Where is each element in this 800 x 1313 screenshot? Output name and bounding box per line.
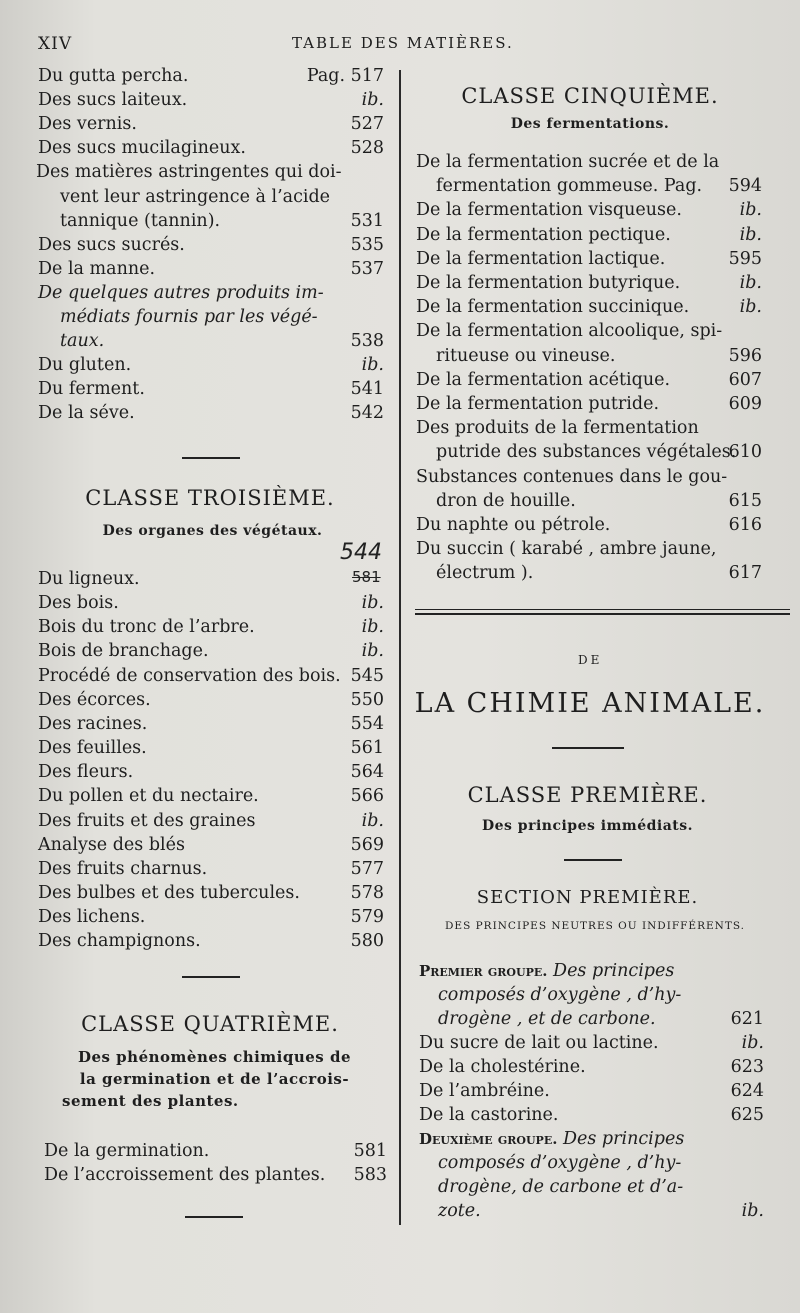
toc-entry: Des fruits charnus. <box>38 858 208 879</box>
toc-entry: fermentation gommeuse. Pag. <box>436 176 703 197</box>
handwritten-page-note: 544 <box>340 540 382 565</box>
toc-entry: De l’ambréine. <box>419 1081 550 1101</box>
toc-entry: Du sucre de lait ou lactine. <box>419 1033 659 1053</box>
toc-entry: De la fermentation alcoolique, spi- <box>416 321 723 342</box>
toc-entry: De l’accroissement des plantes. <box>44 1165 326 1185</box>
page-ref: 578 <box>350 882 384 903</box>
class4-subtitle <box>42 1046 387 1112</box>
toc-entry: Des sucs sucrés. <box>38 234 185 255</box>
toc-entry: Des bois. <box>38 593 119 614</box>
page-ref: 607 <box>728 369 762 390</box>
page-ref: 566 <box>350 786 384 807</box>
group1-label: Premier groupe. <box>419 962 548 980</box>
toc-entry: électrum ). <box>436 563 534 584</box>
double-rule-top <box>415 609 790 610</box>
page-ref: ib. <box>361 90 384 111</box>
toc-entry: Substances contenues dans le gou- <box>416 466 728 487</box>
toc-entry: Des produits de la fermentation <box>416 418 699 439</box>
de-label: DE <box>578 653 603 667</box>
toc-entry: De la cholestérine. <box>419 1057 586 1077</box>
group2-line: Des principes <box>563 1129 685 1149</box>
section-rule <box>564 859 622 861</box>
page-ref: 615 <box>728 490 762 511</box>
toc-entry: Du ligneux. <box>38 569 140 589</box>
group2-line: drogène, de carbone et d’a- <box>438 1177 684 1197</box>
toc-entry: Du succin ( karabé , ambre jaune, <box>416 539 717 560</box>
toc-entry: Bois du tronc de l’arbre. <box>38 617 255 638</box>
toc-entry: Du naphte ou pétrole. <box>416 515 611 535</box>
group1-line: Des principes <box>553 961 675 981</box>
toc-entry: De la fermentation lactique. <box>416 248 666 269</box>
page-ref: 616 <box>728 515 762 535</box>
page-ref: ib. <box>361 810 384 831</box>
toc-entry: De la fermentation butyrique. <box>416 273 681 293</box>
toc-entry: De la germination. <box>44 1141 210 1161</box>
page-ref: 535 <box>350 234 384 255</box>
section-rule <box>552 747 624 749</box>
toc-entry: Des bulbes et des tubercules. <box>38 882 300 903</box>
page-ref: 577 <box>350 858 384 879</box>
page-ref: 595 <box>728 248 762 269</box>
toc-entry: Des feuilles. <box>38 738 147 759</box>
page-ref: 538 <box>350 331 384 352</box>
page-ref: 545 <box>350 665 384 686</box>
toc-entry: De la séve. <box>38 403 135 424</box>
struck-page-number: 581 <box>352 568 381 586</box>
class3-title: CLASSE TROISIÈME. <box>85 486 335 510</box>
page-ref: ib. <box>739 224 762 245</box>
toc-entry: Du ferment. <box>38 379 145 400</box>
class1-title: CLASSE PREMIÈRE. <box>467 783 708 807</box>
page-ref: 609 <box>728 394 762 414</box>
group2-label: Deuxième groupe. <box>419 1130 558 1148</box>
section1-subtitle: DES PRINCIPES NEUTRES OU INDIFFÉRENTS. <box>444 920 746 932</box>
toc-entry: Des fruits et des graines <box>38 810 256 831</box>
class3-subtitle: Des organes des végétaux. <box>102 523 323 539</box>
group1-first-line <box>419 959 674 983</box>
toc-entry: dron de houille. <box>436 490 576 511</box>
page-ref: 581 <box>353 1141 387 1161</box>
toc-entry: De la fermentation succinique. <box>416 297 690 318</box>
page-ref: 564 <box>350 762 384 783</box>
toc-entry: Des racines. <box>38 713 148 734</box>
group1-line: drogène , et de carbone. <box>438 1009 656 1029</box>
toc-entry: Du gluten. <box>38 355 132 376</box>
group2-first-line <box>419 1127 684 1151</box>
toc-entry: De la manne. <box>38 258 156 279</box>
section1-title: SECTION PREMIÈRE. <box>476 887 699 908</box>
class1-subtitle: Des principes immédiats. <box>481 818 693 834</box>
toc-entry: Des sucs mucilagineux. <box>38 138 246 159</box>
double-rule-bottom <box>415 613 790 615</box>
class5-subtitle: Des fermentations. <box>510 116 670 132</box>
group1-line: composés d’oxygène , d’hy- <box>438 985 682 1005</box>
column-divider <box>399 70 401 1225</box>
group2-line: composés d’oxygène , d’hy- <box>438 1153 682 1173</box>
toc-entry: vent leur astringence à l’acide <box>60 186 331 207</box>
class4-title: CLASSE QUATRIÈME. <box>81 1012 339 1036</box>
page-ref: 617 <box>728 563 762 584</box>
page-number: XIV <box>38 34 73 54</box>
page-ref: ib. <box>361 641 384 662</box>
toc-entry: Des écorces. <box>38 689 151 710</box>
main-title: LA CHIMIE ANIMALE. <box>414 688 766 719</box>
section-rule <box>182 976 240 978</box>
page-ref: ib. <box>361 593 384 614</box>
page-ref: 594 <box>728 176 762 197</box>
toc-entry: Des sucs laiteux. <box>38 90 188 111</box>
toc-entry: ritueuse ou vineuse. <box>436 345 616 366</box>
toc-entry: Des champignons. <box>38 931 201 952</box>
page-ref: 569 <box>350 834 384 855</box>
page-ref: 596 <box>728 345 762 366</box>
class5-title: CLASSE CINQUIÈME. <box>461 84 719 108</box>
page-ref: ib. <box>739 297 762 318</box>
toc-entry: médiats fournis par les végé- <box>60 307 318 327</box>
page-ref: 541 <box>350 379 384 400</box>
toc-entry: De la fermentation sucrée et de la <box>416 152 720 172</box>
section-rule <box>182 457 240 459</box>
toc-entry: Des vernis. <box>38 114 137 135</box>
toc-entry: Du gutta percha. <box>38 66 189 86</box>
page-ref: 624 <box>730 1081 764 1101</box>
page-ref: ib. <box>741 1033 764 1053</box>
class4-subtitle-line: Des phénomènes chimiques de <box>77 1048 352 1066</box>
page-ref: 554 <box>350 713 384 734</box>
toc-entry: Du pollen et du nectaire. <box>38 786 259 807</box>
toc-entry: taux. <box>60 331 105 352</box>
page-ref: 610 <box>728 442 762 463</box>
toc-entry: Des fleurs. <box>38 762 134 783</box>
toc-entry: Des lichens. <box>38 907 146 928</box>
page-ref: 531 <box>350 210 384 231</box>
page-ref: ib. <box>741 1201 764 1221</box>
page-ref: Pag. 517 <box>306 66 384 86</box>
running-title: TABLE DES MATIÈRES. <box>292 34 514 52</box>
page-ref: ib. <box>739 200 762 221</box>
page-ref: 583 <box>353 1165 387 1185</box>
page-ref: 625 <box>730 1105 764 1125</box>
toc-entry: Procédé de conservation des bois. <box>38 665 341 686</box>
page-ref: ib. <box>361 617 384 638</box>
page-ref: 561 <box>350 738 384 759</box>
toc-entry: putride des substances végétales. <box>436 442 737 463</box>
toc-entry: Bois de branchage. <box>38 641 209 662</box>
toc-entry: Des matières astringentes qui doi- <box>36 162 342 183</box>
toc-entry: De quelques autres produits im- <box>38 282 324 303</box>
page-ref: 623 <box>730 1057 764 1077</box>
page-ref: 542 <box>350 403 384 424</box>
page-ref: 579 <box>350 907 384 928</box>
toc-entry: De la fermentation acétique. <box>416 369 671 390</box>
page-ref: 550 <box>350 689 384 710</box>
group2-line: zote. <box>438 1201 481 1221</box>
toc-entry: tannique (tannin). <box>60 210 221 231</box>
page-ref: 580 <box>350 931 384 952</box>
toc-entry: De la fermentation pectique. <box>416 224 671 245</box>
toc-entry: Analyse des blés <box>38 834 185 855</box>
toc-entry: De la fermentation putride. <box>416 394 660 414</box>
class4-subtitle-line: sement des plantes. <box>62 1092 239 1110</box>
toc-entry: De la fermentation visqueuse. <box>416 200 682 221</box>
page-ref: 527 <box>350 114 384 135</box>
section-rule <box>185 1216 243 1218</box>
class4-subtitle-line: la germination et de l’accrois- <box>79 1070 350 1088</box>
page-ref: ib. <box>361 355 384 376</box>
toc-entry: De la castorine. <box>419 1105 559 1125</box>
page-ref: 528 <box>350 138 384 159</box>
page-ref: ib. <box>739 273 762 293</box>
page-ref: 621 <box>730 1009 764 1029</box>
page-ref: 537 <box>350 258 384 279</box>
